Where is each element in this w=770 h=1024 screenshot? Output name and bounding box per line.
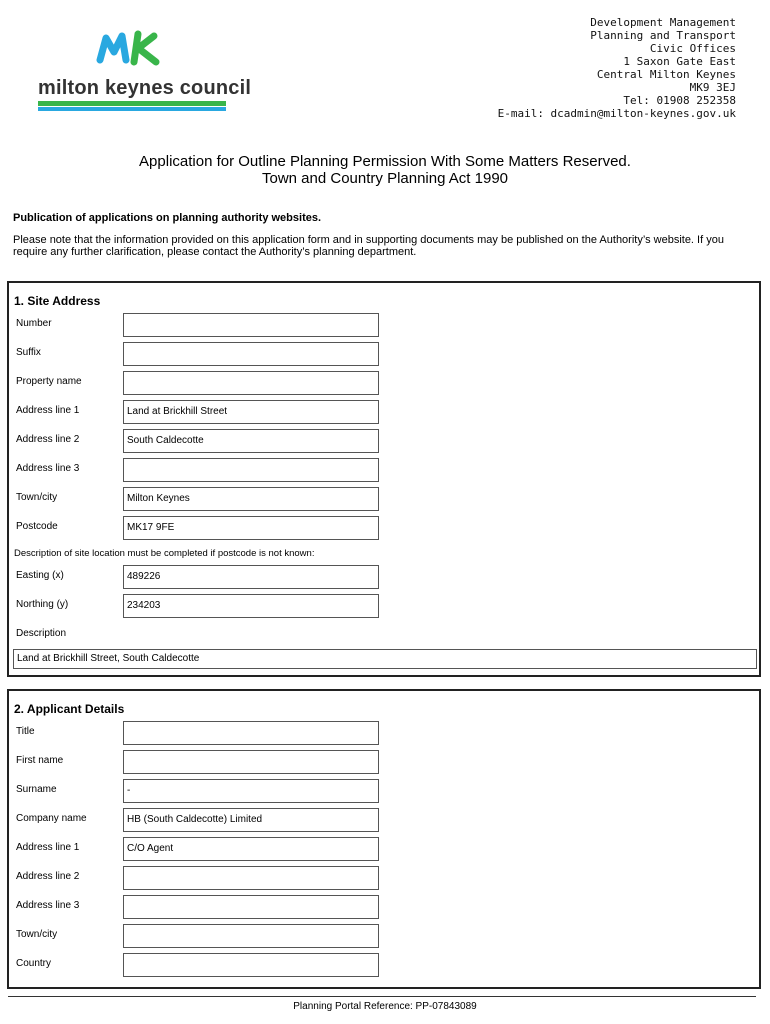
- address-line: 1 Saxon Gate East: [623, 55, 736, 68]
- document-title: [0, 153, 770, 187]
- applicant-address-line-3-field[interactable]: [123, 895, 379, 919]
- address-line-3-field[interactable]: [123, 458, 379, 482]
- suffix-field[interactable]: [123, 342, 379, 366]
- address-line: MK9 3EJ: [689, 81, 736, 94]
- logo-text: milton keynes council: [38, 77, 252, 99]
- field-label: Address line 2: [16, 871, 80, 882]
- field-label: Postcode: [16, 521, 58, 532]
- applicant-details-section: [7, 689, 761, 989]
- field-label: Title: [16, 726, 35, 737]
- field-label: Town/city: [16, 492, 58, 503]
- field-label: Town/city: [16, 929, 58, 940]
- field-label: Company name: [16, 813, 87, 824]
- field-label: Address line 3: [16, 900, 80, 911]
- portal-reference: Planning Portal Reference: PP-07843089: [293, 1001, 477, 1012]
- field-label: Easting (x): [16, 570, 64, 581]
- publication-heading: Publication of applications on planning authority websites.: [13, 212, 322, 224]
- field-label: Property name: [16, 376, 82, 387]
- title-line-2: Town and Country Planning Act 1990: [262, 170, 508, 187]
- location-note: Description of site location must be completed if postcode is not known:: [14, 548, 315, 559]
- company-name-field[interactable]: HB (South Caldecotte) Limited: [123, 808, 379, 832]
- field-label: Surname: [16, 784, 57, 795]
- field-label: Address line 3: [16, 463, 80, 474]
- address-line-2-field[interactable]: South Caldecotte: [123, 429, 379, 453]
- applicant-address-line-2-field[interactable]: [123, 866, 379, 890]
- title-line-1: Application for Outline Planning Permission With Some Matters Reserved.: [139, 153, 631, 170]
- field-label: Address line 2: [16, 434, 80, 445]
- field-label: Address line 1: [16, 842, 80, 853]
- logo-bar-green: [38, 101, 226, 106]
- footer-divider: [8, 996, 756, 997]
- logo-bar-blue: [38, 107, 226, 111]
- site-address-section: [7, 281, 761, 677]
- address-line: Civic Offices: [649, 42, 736, 55]
- section-title: 1. Site Address: [14, 294, 101, 308]
- surname-field[interactable]: -: [123, 779, 379, 803]
- council-address: [498, 16, 736, 120]
- field-label: Address line 1: [16, 405, 80, 416]
- section-title: 2. Applicant Details: [14, 702, 125, 716]
- northing-field[interactable]: 234203: [123, 594, 379, 618]
- address-line: Development Management: [590, 16, 736, 29]
- town-city-field[interactable]: Milton Keynes: [123, 487, 379, 511]
- description-field[interactable]: Land at Brickhill Street, South Caldecotte: [13, 649, 757, 669]
- first-name-field[interactable]: [123, 750, 379, 774]
- field-label: Description: [16, 628, 67, 639]
- address-email[interactable]: E-mail: dcadmin@milton-keynes.gov.uk: [497, 107, 736, 120]
- postcode-field[interactable]: MK17 9FE: [123, 516, 379, 540]
- field-label: Number: [16, 318, 52, 329]
- address-line: Planning and Transport: [590, 29, 736, 42]
- field-label: Suffix: [16, 347, 41, 358]
- field-label: Country: [16, 958, 52, 969]
- applicant-address-line-1-field[interactable]: C/O Agent: [123, 837, 379, 861]
- title-field[interactable]: [123, 721, 379, 745]
- field-label: Northing (y): [16, 599, 69, 610]
- address-line: Central Milton Keynes: [596, 68, 736, 81]
- number-field[interactable]: [123, 313, 379, 337]
- property-name-field[interactable]: [123, 371, 379, 395]
- address-line-1-field[interactable]: Land at Brickhill Street: [123, 400, 379, 424]
- field-label: First name: [16, 755, 64, 766]
- applicant-country-field[interactable]: [123, 953, 379, 977]
- easting-field[interactable]: 489226: [123, 565, 379, 589]
- applicant-town-city-field[interactable]: [123, 924, 379, 948]
- publication-note: Please note that the information provided on this application form and in supporting documents may be published on the Authority’s website. If you require any further clarification, please contact the Authority’s planning department.: [13, 234, 724, 258]
- address-line: Tel: 01908 252358: [623, 94, 736, 107]
